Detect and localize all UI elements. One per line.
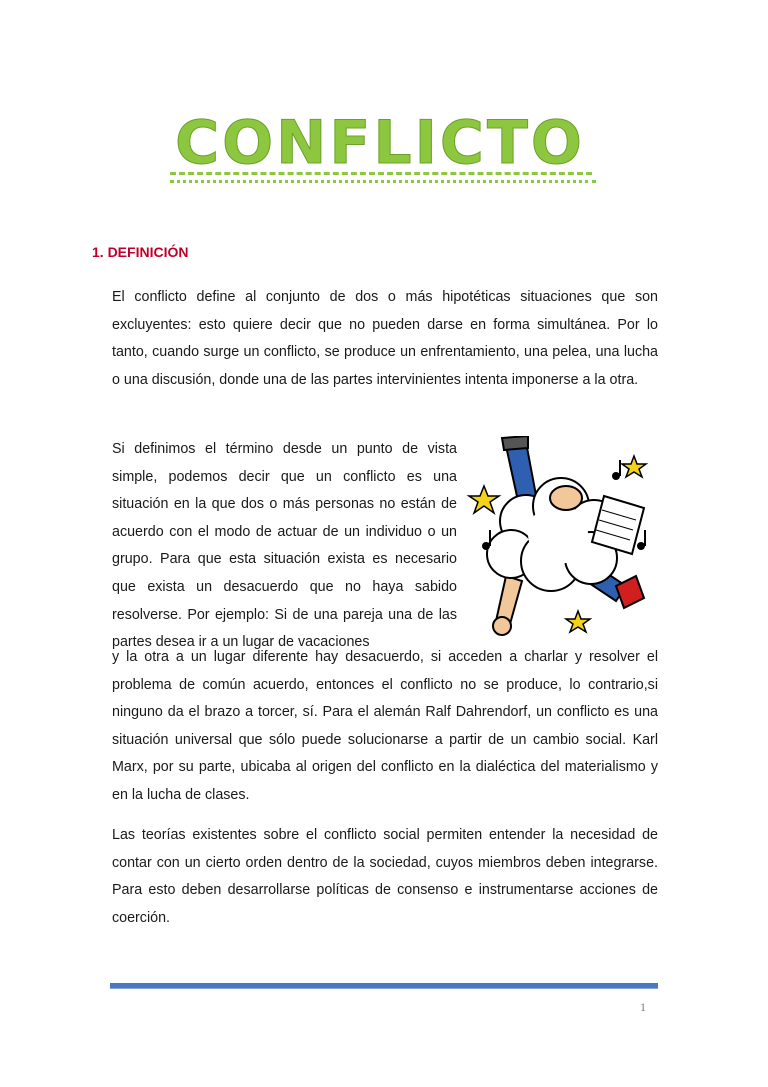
- paragraph-2: Si definimos el término desde un punto de vista simple, podemos decir que un conflicto es una situación en la que dos o más personas no están de acuerdo con el modo de actuar de un individuo o un grupo. Para que esta situación exista es necesario que exista un desacuerdo que no haya sabido resolverse. Por ejemplo: Si de una pareja una de las partes desea ir a un lugar de vacaciones: [112, 441, 457, 651]
- document-title: [160, 108, 600, 188]
- title-stitch-decoration: [170, 172, 592, 175]
- fist: [550, 486, 582, 510]
- paragraph-1: El conflicto define al conjunto de dos o más hipotéticas situaciones que son excluyentes: esto quiere decir que no pueden darse en forma simultánea. Por lo tanto, cuando surge un conflicto, se produce un enfrentamiento, una pelea, una lucha o una discusión, donde una de las partes intervinientes intenta imponerse a la otra.: [112, 289, 658, 388]
- footer-rule-shadow: [110, 988, 658, 989]
- section-heading: 1. DEFINICIÓN: [92, 244, 189, 260]
- title-underline: [170, 180, 596, 183]
- page-number: 1: [640, 1000, 646, 1014]
- title-text: CONFLICTO: [175, 108, 585, 178]
- paragraph-3: y la otra a un lugar diferente hay desacuerdo, si acceden a charlar y resolver el problema de común acuerdo, entonces el conflicto no se produce, lo contrario,si ninguno da el brazo a torcer, sí. Para el alemán Ralf Dahrendorf, un conflicto es una situación universal que sólo puede solucionarse a partir de un cambio social. Karl Marx, por su parte, ubicaba al origen del conflicto en la dialéctica del materialismo y en la lucha de clases.: [112, 649, 658, 803]
- paragraph-4: Las teorías existentes sobre el conflicto social permiten entender la necesidad de contar con un cierto orden dentro de la sociedad, cuyos miembros deben integrarse. Para esto deben desarrollarse políticas de consenso e instrumentarse acciones de coerción.: [112, 827, 658, 926]
- arm-bottom: [493, 576, 522, 635]
- fight-cloud-illustration: [466, 436, 656, 646]
